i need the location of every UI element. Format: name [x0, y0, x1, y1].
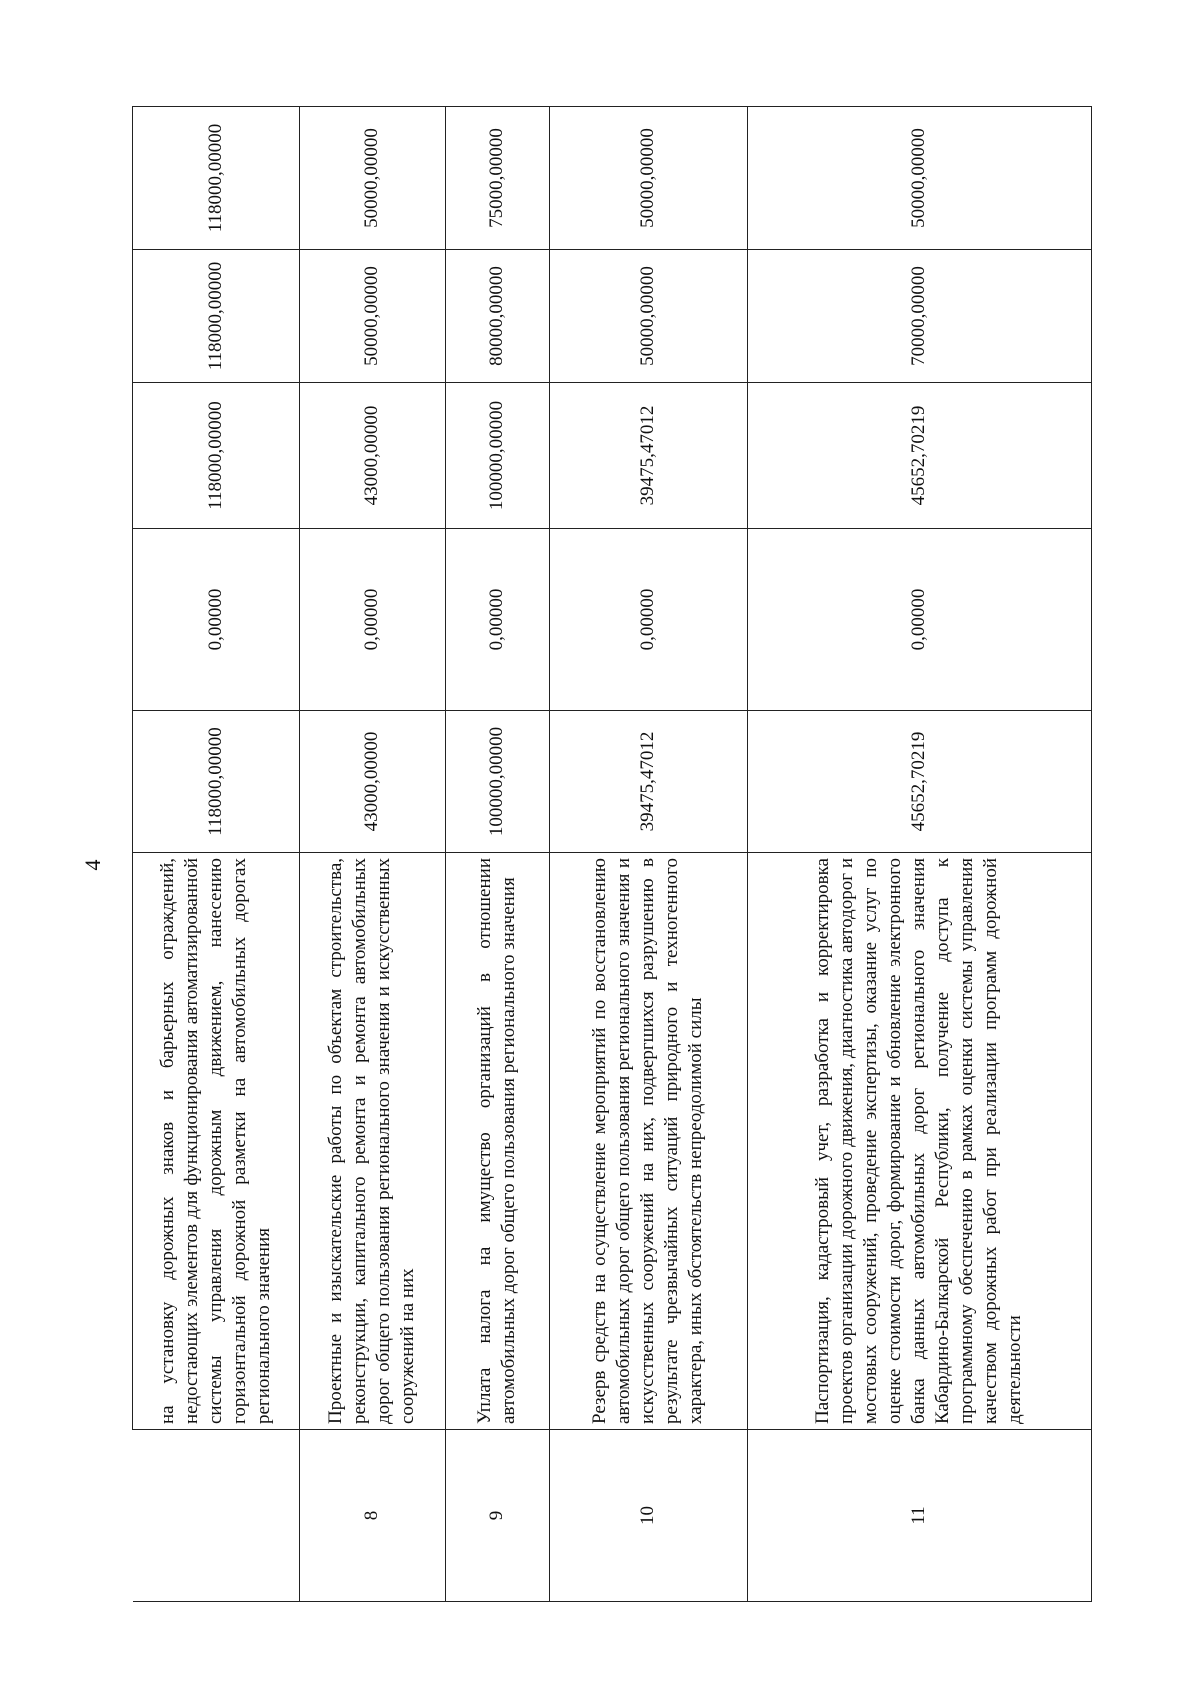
value-cell: 45652,70219 [747, 383, 1091, 529]
row-description: на установку дорожных знаков и барьерных ограждений, недостающих элементов для функционирования автоматизированной системы управления дорожным движением, нанесению горизонтальной дорожной разметки на автомобильных дорогах регионального значения [133, 853, 300, 1430]
value-cell: 0,00000 [747, 529, 1091, 711]
row-number: 10 [549, 1430, 747, 1602]
budget-table [132, 106, 1092, 1602]
row-number: 8 [299, 1430, 445, 1602]
value-cell: 70000,00000 [747, 250, 1091, 383]
rotated-table-container [132, 107, 1092, 1602]
value-cell: 43000,00000 [299, 711, 445, 853]
row-description: Резерв средств на осуществление мероприятий по восстановлению автомобильных дорог общего пользования регионального значения и искусственных сооружений на них, подвергшихся разрушению в результате чрезвычайных ситуаций природного и техногенного характера, иных обстоятельств непреодолимой силы [549, 853, 747, 1430]
value-cell: 0,00000 [549, 529, 747, 711]
value-cell: 0,00000 [133, 529, 300, 711]
value-cell: 0,00000 [299, 529, 445, 711]
value-cell: 50000,00000 [549, 250, 747, 383]
value-cell: 118000,00000 [133, 107, 300, 250]
value-cell: 80000,00000 [445, 250, 549, 383]
value-cell: 50000,00000 [747, 107, 1091, 250]
value-cell: 100000,00000 [445, 711, 549, 853]
value-cell: 43000,00000 [299, 383, 445, 529]
value-cell: 0,00000 [445, 529, 549, 711]
table-row [549, 107, 747, 1602]
value-cell: 100000,00000 [445, 383, 549, 529]
table-row [445, 107, 549, 1602]
table-row [747, 107, 1091, 1602]
value-cell: 118000,00000 [133, 383, 300, 529]
page-number: 4 [80, 859, 105, 871]
row-number: 11 [747, 1430, 1091, 1602]
value-cell: 50000,00000 [299, 107, 445, 250]
value-cell: 39475,47012 [549, 383, 747, 529]
value-cell: 45652,70219 [747, 711, 1091, 853]
row-number [133, 1430, 300, 1602]
value-cell: 39475,47012 [549, 711, 747, 853]
row-description: Паспортизация, кадастровый учет, разработка и корректировка проектов организации дорожного движения, диагностика автодорог и мостовых сооружений, проведение экспертизы, оказание услуг по оценке стоимости дорог, формирование и обновление электронного банка данных автомобильных дорог регионального значения Кабардино-Балкарской Республики, получение доступа к программному обеспечению в рамках оценки системы управления качеством дорожных работ при реализации программ дорожной деятельности [747, 853, 1091, 1430]
table-row [133, 107, 300, 1602]
value-cell: 50000,00000 [299, 250, 445, 383]
row-description: Уплата налога на имущество организаций в отношении автомобильных дорог общего пользования регионального значения [445, 853, 549, 1430]
row-number: 9 [445, 1430, 549, 1602]
table-row [299, 107, 445, 1602]
row-description: Проектные и изыскательские работы по объектам строительства, реконструкции, капитального ремонта и ремонта автомобильных дорог общего пользования регионального значения и искусственных сооружений на них [299, 853, 445, 1430]
value-cell: 75000,00000 [445, 107, 549, 250]
value-cell: 118000,00000 [133, 711, 300, 853]
value-cell: 118000,00000 [133, 250, 300, 383]
value-cell: 50000,00000 [549, 107, 747, 250]
